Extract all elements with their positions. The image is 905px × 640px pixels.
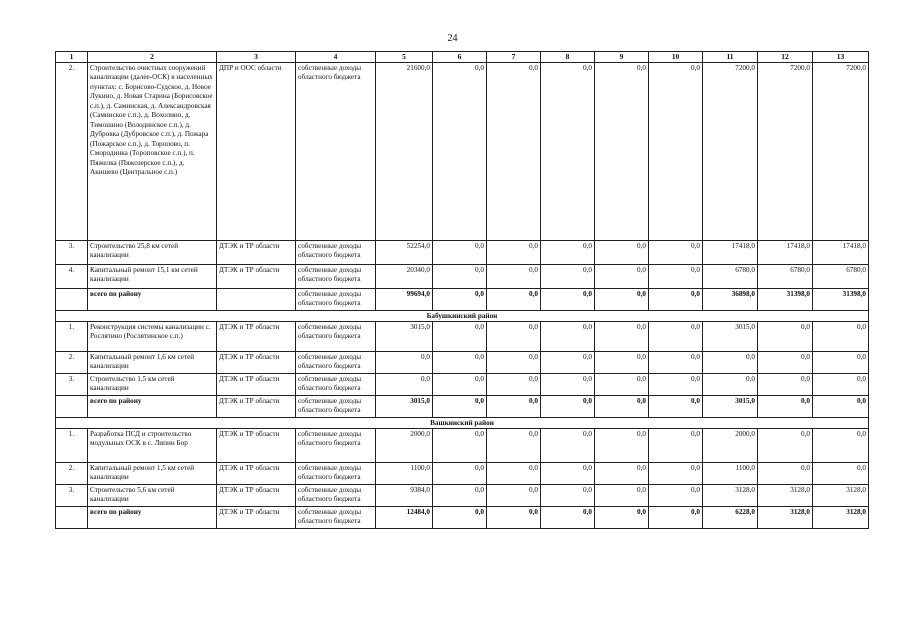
funding-source: собственные доходы областного бюджета bbox=[296, 62, 376, 240]
executor: ДТЭК и ТР области bbox=[217, 395, 296, 417]
funding-source: собственные доходы областного бюджета bbox=[296, 240, 376, 264]
executor: ДТЭК и ТР области bbox=[217, 506, 296, 528]
row-number: 2. bbox=[56, 462, 88, 484]
amount-cell: 0,0 bbox=[703, 351, 758, 373]
total-amount-cell: 0,0 bbox=[541, 395, 595, 417]
total-amount-cell: 31398,0 bbox=[813, 288, 869, 310]
amount-cell: 0,0 bbox=[433, 428, 487, 462]
row-number: 1. bbox=[56, 428, 88, 462]
amount-cell: 9384,0 bbox=[376, 484, 433, 506]
row-number: 2. bbox=[56, 351, 88, 373]
executor bbox=[217, 288, 296, 310]
measure-name: Капитальный ремонт 1,6 км сетей канализации bbox=[88, 351, 217, 373]
table-row bbox=[56, 462, 869, 484]
amount-cell: 3128,0 bbox=[703, 484, 758, 506]
amount-cell: 0,0 bbox=[595, 462, 649, 484]
amount-cell: 0,0 bbox=[541, 484, 595, 506]
amount-cell: 0,0 bbox=[541, 321, 595, 351]
table-row bbox=[56, 351, 869, 373]
table-body bbox=[56, 62, 869, 528]
funding-source: собственные доходы областного бюджета bbox=[296, 395, 376, 417]
total-amount-cell: 6228,0 bbox=[703, 506, 758, 528]
amount-cell: 17418,0 bbox=[703, 240, 758, 264]
funding-source: собственные доходы областного бюджета bbox=[296, 351, 376, 373]
amount-cell: 0,0 bbox=[649, 321, 703, 351]
amount-cell: 0,0 bbox=[813, 373, 869, 395]
total-amount-cell: 3015,0 bbox=[703, 395, 758, 417]
district-total-row bbox=[56, 506, 869, 528]
measure-name: Капитальный ремонт 1,5 км сетей канализации bbox=[88, 462, 217, 484]
amount-cell: 17418,0 bbox=[813, 240, 869, 264]
amount-cell: 0,0 bbox=[758, 373, 813, 395]
row-number: 2. bbox=[56, 62, 88, 240]
amount-cell: 21600,0 bbox=[376, 62, 433, 240]
column-number: 5 bbox=[376, 52, 433, 63]
amount-cell: 0,0 bbox=[487, 264, 541, 288]
amount-cell: 0,0 bbox=[649, 62, 703, 240]
page-number: 24 bbox=[447, 33, 458, 44]
executor: ДТЭК и ТР области bbox=[217, 428, 296, 462]
amount-cell: 0,0 bbox=[433, 351, 487, 373]
column-number: 11 bbox=[703, 52, 758, 63]
table-row bbox=[56, 62, 869, 240]
row-number: 1. bbox=[56, 321, 88, 351]
total-amount-cell: 0,0 bbox=[487, 395, 541, 417]
amount-cell: 0,0 bbox=[433, 264, 487, 288]
executor: ДТЭК и ТР области bbox=[217, 240, 296, 264]
amount-cell: 3015,0 bbox=[376, 321, 433, 351]
amount-cell: 7200,0 bbox=[813, 62, 869, 240]
amount-cell: 0,0 bbox=[487, 484, 541, 506]
amount-cell: 0,0 bbox=[649, 428, 703, 462]
total-amount-cell: 0,0 bbox=[595, 506, 649, 528]
measure-name: Разработка ПСД и строительство модульных ОСК в с. Липин Бор bbox=[88, 428, 217, 462]
column-number: 1 bbox=[56, 52, 88, 63]
amount-cell: 0,0 bbox=[541, 462, 595, 484]
amount-cell: 0,0 bbox=[595, 264, 649, 288]
total-amount-cell: 0,0 bbox=[487, 506, 541, 528]
amount-cell: 20340,0 bbox=[376, 264, 433, 288]
column-number: 8 bbox=[541, 52, 595, 63]
amount-cell: 0,0 bbox=[758, 462, 813, 484]
executor: ДПР и ООС области bbox=[217, 62, 296, 240]
executor: ДТЭК и ТР области bbox=[217, 264, 296, 288]
table-row bbox=[56, 321, 869, 351]
total-amount-cell: 0,0 bbox=[649, 288, 703, 310]
amount-cell: 0,0 bbox=[541, 264, 595, 288]
total-label: всего по району bbox=[88, 395, 217, 417]
amount-cell: 1100,0 bbox=[376, 462, 433, 484]
amount-cell: 0,0 bbox=[541, 240, 595, 264]
amount-cell: 6780,0 bbox=[703, 264, 758, 288]
measure-name: Строительство 1,5 км сетей канализации bbox=[88, 373, 217, 395]
total-amount-cell: 99694,0 bbox=[376, 288, 433, 310]
amount-cell: 0,0 bbox=[487, 321, 541, 351]
amount-cell: 0,0 bbox=[595, 321, 649, 351]
executor: ДТЭК и ТР области bbox=[217, 321, 296, 351]
amount-cell: 6780,0 bbox=[813, 264, 869, 288]
total-amount-cell: 0,0 bbox=[813, 395, 869, 417]
district-total-row bbox=[56, 395, 869, 417]
funding-source: собственные доходы областного бюджета bbox=[296, 373, 376, 395]
total-amount-cell: 3015,0 bbox=[376, 395, 433, 417]
table-row bbox=[56, 373, 869, 395]
amount-cell: 7200,0 bbox=[703, 62, 758, 240]
measure-name: Строительство 25,8 км сетей канализации bbox=[88, 240, 217, 264]
column-number: 2 bbox=[88, 52, 217, 63]
total-amount-cell: 0,0 bbox=[541, 288, 595, 310]
amount-cell: 0,0 bbox=[433, 484, 487, 506]
column-number: 9 bbox=[595, 52, 649, 63]
column-number: 6 bbox=[433, 52, 487, 63]
amount-cell: 0,0 bbox=[541, 428, 595, 462]
total-amount-cell: 0,0 bbox=[433, 395, 487, 417]
amount-cell: 0,0 bbox=[487, 462, 541, 484]
total-amount-cell: 31398,0 bbox=[758, 288, 813, 310]
amount-cell: 0,0 bbox=[595, 351, 649, 373]
amount-cell: 0,0 bbox=[433, 373, 487, 395]
row-number: 3. bbox=[56, 240, 88, 264]
column-number: 12 bbox=[758, 52, 813, 63]
column-number: 4 bbox=[296, 52, 376, 63]
row-number bbox=[56, 288, 88, 310]
amount-cell: 2000,0 bbox=[703, 428, 758, 462]
amount-cell: 2000,0 bbox=[376, 428, 433, 462]
total-label: всего по району bbox=[88, 288, 217, 310]
budget-table bbox=[55, 51, 869, 529]
table-row bbox=[56, 428, 869, 462]
amount-cell: 0,0 bbox=[758, 321, 813, 351]
amount-cell: 0,0 bbox=[649, 240, 703, 264]
amount-cell: 0,0 bbox=[703, 373, 758, 395]
table-row bbox=[56, 240, 869, 264]
funding-source: собственные доходы областного бюджета bbox=[296, 484, 376, 506]
amount-cell: 3128,0 bbox=[813, 484, 869, 506]
district-header-row bbox=[56, 417, 869, 428]
column-number-row bbox=[56, 52, 869, 63]
funding-source: собственные доходы областного бюджета bbox=[296, 321, 376, 351]
executor: ДТЭК и ТР области bbox=[217, 462, 296, 484]
total-amount-cell: 0,0 bbox=[595, 288, 649, 310]
amount-cell: 0,0 bbox=[541, 62, 595, 240]
row-number: 3. bbox=[56, 373, 88, 395]
amount-cell: 0,0 bbox=[595, 484, 649, 506]
row-number bbox=[56, 506, 88, 528]
amount-cell: 0,0 bbox=[541, 351, 595, 373]
amount-cell: 0,0 bbox=[813, 462, 869, 484]
total-amount-cell: 0,0 bbox=[433, 288, 487, 310]
total-amount-cell: 0,0 bbox=[649, 506, 703, 528]
amount-cell: 0,0 bbox=[813, 428, 869, 462]
executor: ДТЭК и ТР области bbox=[217, 351, 296, 373]
total-amount-cell: 0,0 bbox=[433, 506, 487, 528]
amount-cell: 0,0 bbox=[595, 62, 649, 240]
total-amount-cell: 36898,0 bbox=[703, 288, 758, 310]
amount-cell: 0,0 bbox=[487, 428, 541, 462]
amount-cell: 0,0 bbox=[595, 240, 649, 264]
amount-cell: 0,0 bbox=[376, 351, 433, 373]
amount-cell: 3128,0 bbox=[758, 484, 813, 506]
amount-cell: 0,0 bbox=[813, 351, 869, 373]
amount-cell: 0,0 bbox=[376, 373, 433, 395]
total-amount-cell: 0,0 bbox=[541, 506, 595, 528]
district-total-row bbox=[56, 288, 869, 310]
executor: ДТЭК и ТР области bbox=[217, 373, 296, 395]
amount-cell: 6780,0 bbox=[758, 264, 813, 288]
total-amount-cell: 0,0 bbox=[758, 395, 813, 417]
column-number: 10 bbox=[649, 52, 703, 63]
amount-cell: 0,0 bbox=[487, 373, 541, 395]
amount-cell: 0,0 bbox=[758, 428, 813, 462]
funding-source: собственные доходы областного бюджета bbox=[296, 428, 376, 462]
funding-source: собственные доходы областного бюджета bbox=[296, 288, 376, 310]
amount-cell: 0,0 bbox=[433, 62, 487, 240]
funding-source: собственные доходы областного бюджета bbox=[296, 264, 376, 288]
column-number: 13 bbox=[813, 52, 869, 63]
amount-cell: 7200,0 bbox=[758, 62, 813, 240]
measure-name: Реконструкция системы канализации с. Рослятино (Рослятинское с.п.) bbox=[88, 321, 217, 351]
row-number: 3. bbox=[56, 484, 88, 506]
amount-cell: 0,0 bbox=[649, 484, 703, 506]
amount-cell: 0,0 bbox=[649, 462, 703, 484]
amount-cell: 0,0 bbox=[649, 351, 703, 373]
amount-cell: 1100,0 bbox=[703, 462, 758, 484]
measure-name: Строительство 5,6 км сетей канализации bbox=[88, 484, 217, 506]
table-row bbox=[56, 264, 869, 288]
column-number: 7 bbox=[487, 52, 541, 63]
amount-cell: 0,0 bbox=[433, 462, 487, 484]
total-label: всего по району bbox=[88, 506, 217, 528]
amount-cell: 52254,0 bbox=[376, 240, 433, 264]
total-amount-cell: 0,0 bbox=[649, 395, 703, 417]
row-number: 4. bbox=[56, 264, 88, 288]
funding-source: собственные доходы областного бюджета bbox=[296, 506, 376, 528]
column-number: 3 bbox=[217, 52, 296, 63]
table-row bbox=[56, 484, 869, 506]
total-amount-cell: 0,0 bbox=[487, 288, 541, 310]
amount-cell: 17418,0 bbox=[758, 240, 813, 264]
amount-cell: 0,0 bbox=[649, 373, 703, 395]
total-amount-cell: 0,0 bbox=[595, 395, 649, 417]
amount-cell: 0,0 bbox=[487, 240, 541, 264]
amount-cell: 3015,0 bbox=[703, 321, 758, 351]
executor: ДТЭК и ТР области bbox=[217, 484, 296, 506]
district-header-row bbox=[56, 310, 869, 321]
amount-cell: 0,0 bbox=[649, 264, 703, 288]
amount-cell: 0,0 bbox=[487, 351, 541, 373]
total-amount-cell: 12484,0 bbox=[376, 506, 433, 528]
funding-source: собственные доходы областного бюджета bbox=[296, 462, 376, 484]
amount-cell: 0,0 bbox=[595, 428, 649, 462]
amount-cell: 0,0 bbox=[595, 373, 649, 395]
measure-name: Капитальный ремонт 15,1 км сетей канализации bbox=[88, 264, 217, 288]
amount-cell: 0,0 bbox=[433, 321, 487, 351]
amount-cell: 0,0 bbox=[433, 240, 487, 264]
amount-cell: 0,0 bbox=[813, 321, 869, 351]
measure-name: Строительство очистных сооружений канализации (далее-ОСК) в населенных пунктах: с. Борисово-Судское, д. Новое Лукино, д. Новая Старина (Борисовское с.п.), д. Саминская, д. Александровская (Саминское с.п.), д. Вохолино, д. Тимошино (Володинское с.п.), д. Дубровка (Дубровское с.п.), д. Пожара (Пожарское с.п.), д. Торопово, п. Смородинка (Тороповское с.п.), п. Пяжелка (Пяжозерское с.п.), д. Акишево (Центральное с.п.) bbox=[88, 62, 217, 240]
amount-cell: 0,0 bbox=[758, 351, 813, 373]
amount-cell: 0,0 bbox=[541, 373, 595, 395]
total-amount-cell: 3128,0 bbox=[758, 506, 813, 528]
amount-cell: 0,0 bbox=[487, 62, 541, 240]
row-number bbox=[56, 395, 88, 417]
district-title: Вашкинский район bbox=[56, 417, 869, 428]
district-title: Бабушкинский район bbox=[56, 310, 869, 321]
total-amount-cell: 3128,0 bbox=[813, 506, 869, 528]
